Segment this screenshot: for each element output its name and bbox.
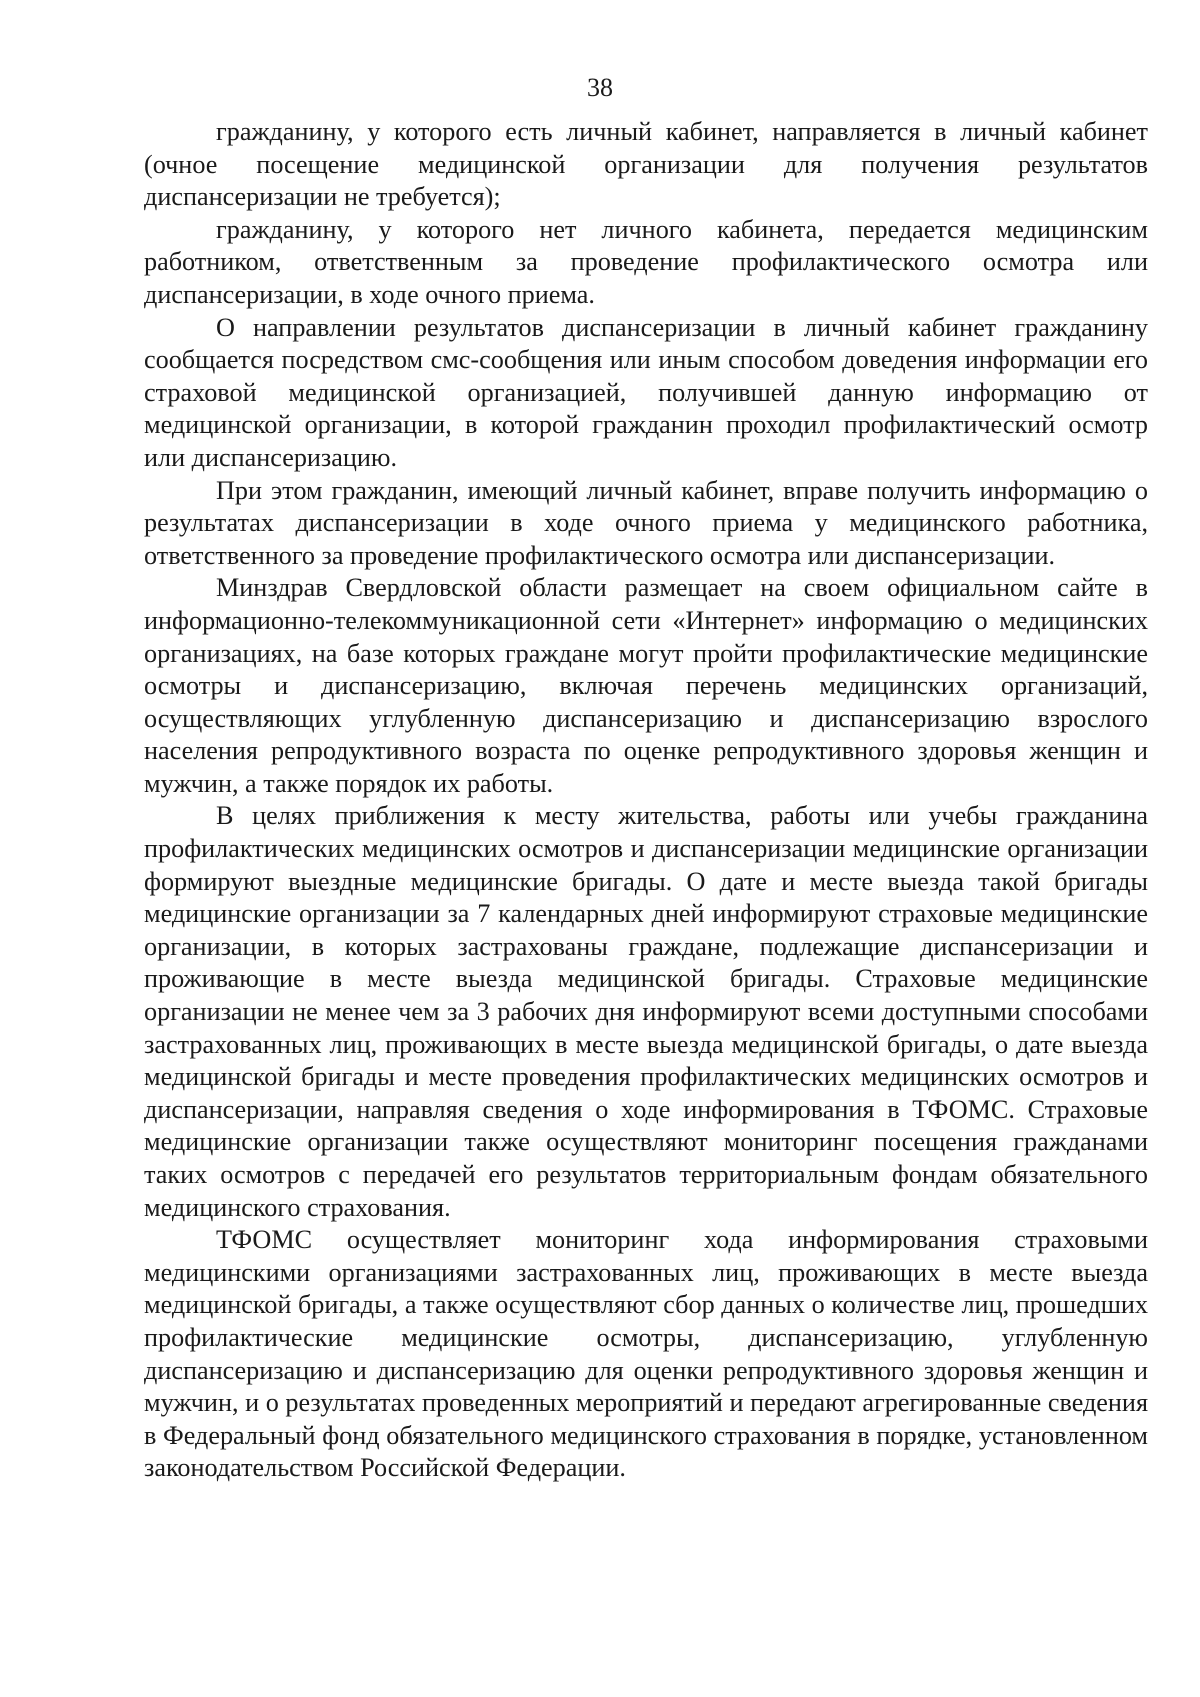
paragraph-no-personal-cabinet: гражданину, у которого нет личного кабинета, передается медицинским работником, ответственным за проведение профилактического осмотра или диспансеризации, в ходе очного приема. bbox=[144, 214, 1148, 309]
paragraph-tfoms-monitoring: ТФОМС осуществляет мониторинг хода информирования страховыми медицинскими организациями застрахованных лиц, проживающих в месте выезда медицинской бригады, а также осуществляют сбор данных о количестве лиц, прошедших профилактические медицинские осмотры, диспансеризацию, углубленную диспансеризацию и диспансеризацию для оценки репродуктивного здоровья женщин и мужчин, и о результатах проведенных мероприятий и передают агрегированные сведения в Федеральный фонд обязательного медицинского страхования в порядке, установленном законодательством Российской Федерации. bbox=[144, 1225, 1148, 1483]
paragraph-personal-cabinet-delivery: гражданину, у которого есть личный кабинет, направляется в личный кабинет (очное посещение медицинской организации для получения результатов диспансеризации не требуется); bbox=[144, 117, 1148, 212]
paragraph-ministry-website: Минздрав Свердловской области размещает на своем официальном сайте в информационно-телекоммуникационной сети «Интернет» информацию о медицинских организациях, на базе которых граждане могут пройти профилактические медицинские осмотры и диспансеризацию, включая перечень медицинских организаций, осуществляющих углубленную диспансеризацию и диспансеризацию взрослого населения репродуктивного возраста по оценке репродуктивного здоровья женщин и мужчин, а также порядок их работы. bbox=[144, 573, 1148, 798]
paragraph-in-person-results: При этом гражданин, имеющий личный кабинет, вправе получить информацию о результатах диспансеризации в ходе очного приема у медицинского работника, ответственного за проведение профилактического осмотра или диспансеризации. bbox=[144, 475, 1148, 570]
page-number: 38 bbox=[587, 73, 613, 102]
paragraph-mobile-teams: В целях приближения к месту жительства, работы или учебы гражданина профилактических медицинских осмотров и диспансеризации медицинские организации формируют выездные медицинские бригады. О дате и месте выезда такой бригады медицинские организации за 7 календарных дней информируют страховые медицинские организации, в которых застрахованы граждане, подлежащие диспансеризации и проживающие в месте выезда медицинской бригады. Страховые медицинские организации не менее чем за 3 рабочих дня информируют всеми доступными способами застрахованных лиц, проживающих в месте выезда медицинской бригады, о дате выезда медицинской бригады и месте проведения профилактических медицинских осмотров и диспансеризации, направляя сведения о ходе информирования в ТФОМС. Страховые медицинские организации также осуществляют мониторинг посещения гражданами таких осмотров с передачей его результатов территориальным фондам обязательного медицинского страхования. bbox=[144, 801, 1148, 1222]
paragraph-sms-notification: О направлении результатов диспансеризации в личный кабинет гражданину сообщается посредством смс-сообщения или иным способом доведения информации его страховой медицинской организацией, получившей данную информацию от медицинской организации, в которой гражданин проходил профилактический осмотр или диспансеризацию. bbox=[144, 312, 1148, 472]
document-body bbox=[144, 116, 1148, 1485]
